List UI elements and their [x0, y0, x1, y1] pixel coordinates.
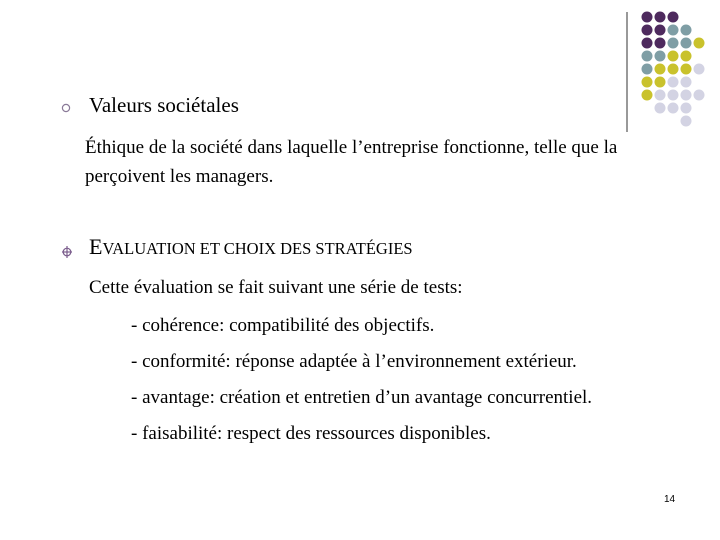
- decorative-dot: [668, 38, 679, 49]
- decorative-dot: [681, 38, 692, 49]
- decorative-dot: [681, 116, 692, 127]
- decorative-dot: [642, 25, 653, 36]
- decorative-dot: [642, 64, 653, 75]
- heading2-rest: VALUATION ET CHOIX DES STRATÉGIES: [102, 239, 413, 258]
- crossed-circle-bullet-icon: [61, 246, 73, 258]
- decorative-dot: [655, 38, 666, 49]
- list-item: - faisabilité: respect des ressources disponibles.: [131, 423, 491, 444]
- decorative-dot: [681, 25, 692, 36]
- decorative-dot: [681, 64, 692, 75]
- decorative-dot: [642, 51, 653, 62]
- decorative-dot: [681, 103, 692, 114]
- decorative-dot: [694, 64, 705, 75]
- paragraph-ethique: Éthique de la société dans laquelle l’entreprise fonctionne, telle que la perçoivent les managers.: [85, 137, 618, 187]
- decorative-dot: [668, 103, 679, 114]
- paragraph-evaluation-tests: Cette évaluation se fait suivant une série de tests:: [89, 277, 463, 298]
- decorative-dot: [655, 77, 666, 88]
- page-number: 14: [664, 494, 676, 505]
- decorative-dot: [681, 90, 692, 101]
- decorative-dot: [642, 12, 653, 23]
- decorative-dot: [694, 38, 705, 49]
- tests-list: [131, 312, 592, 456]
- list-item: - cohérence: compatibilité des objectifs.: [131, 315, 435, 336]
- decorative-dot: [642, 90, 653, 101]
- heading-evaluation-et-choix: [89, 234, 413, 260]
- ring-bullet-icon: [61, 103, 71, 113]
- decorative-dot: [668, 12, 679, 23]
- heading2-initial: E: [89, 234, 103, 259]
- decorative-dot: [655, 25, 666, 36]
- list-item: - conformité: réponse adaptée à l’environnement extérieur.: [131, 351, 577, 372]
- decorative-dot: [694, 90, 705, 101]
- decorative-dot: [668, 64, 679, 75]
- decorative-dot: [642, 77, 653, 88]
- decorative-dot: [642, 38, 653, 49]
- decorative-dot-grid: [0, 0, 720, 140]
- heading-valeurs-societales: Valeurs sociétales: [89, 93, 239, 117]
- decorative-dot: [655, 12, 666, 23]
- decorative-dot: [655, 103, 666, 114]
- decorative-dot: [668, 51, 679, 62]
- list-item: - avantage: création et entretien d’un avantage concurrentiel.: [131, 387, 593, 408]
- decorative-dot: [681, 77, 692, 88]
- decorative-dot: [668, 25, 679, 36]
- decorative-dot: [655, 64, 666, 75]
- decorative-dot: [668, 77, 679, 88]
- decorative-dot: [655, 51, 666, 62]
- decorative-dot: [655, 90, 666, 101]
- decorative-dot: [681, 51, 692, 62]
- decorative-dot: [668, 90, 679, 101]
